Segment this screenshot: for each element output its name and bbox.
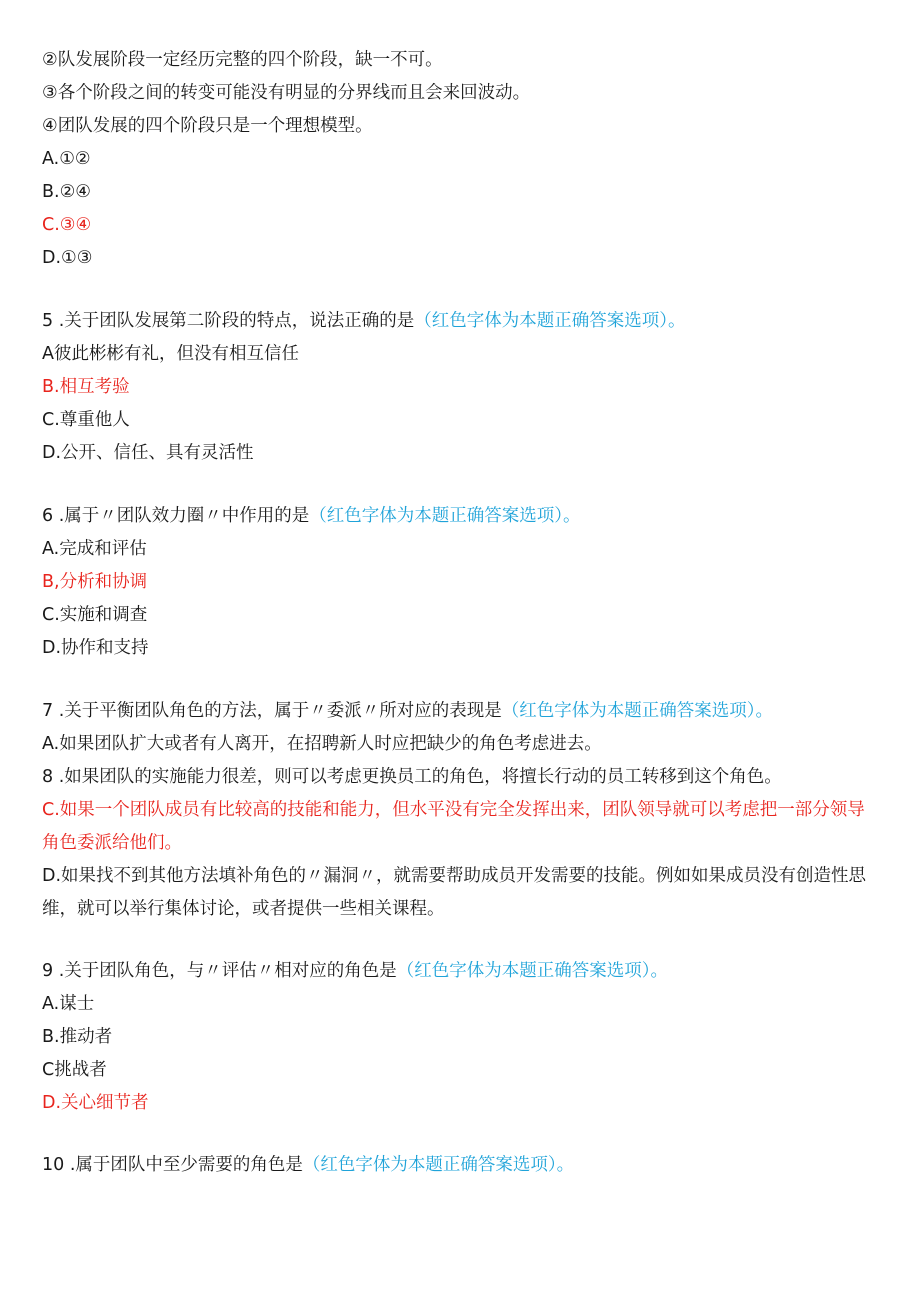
answer-hint: （红色字体为本题正确答案选项）。: [396, 961, 669, 981]
option-a: A彼此彬彬有礼，但没有相互信任: [42, 344, 299, 364]
question-7: [42, 695, 882, 728]
option-b: B.推动者: [42, 1027, 113, 1047]
option-d: D.①③: [42, 248, 93, 268]
option-a: A.完成和评估: [42, 539, 147, 559]
question-10: [42, 1149, 882, 1182]
option-c: C.实施和调查: [42, 605, 148, 625]
option-a: A.①②: [42, 149, 91, 169]
answer-hint: （红色字体为本题正确答案选项）。: [414, 311, 686, 331]
option-b: 8 .如果团队的实施能力很差，则可以考虑更换员工的角色，将擅长行动的员工转移到这个角色。: [42, 767, 782, 787]
option-b: B.②④: [42, 182, 91, 202]
question-stem: 10 .属于团队中至少需要的角色是: [42, 1155, 303, 1175]
option-b-correct-answer: B.相互考验: [42, 377, 130, 397]
question-stem: 7 .关于平衡团队角色的方法，属于〃委派〃所对应的表现是: [42, 701, 502, 721]
option-c-correct-answer: C.③④: [42, 215, 92, 235]
option-d: D.如果找不到其他方法填补角色的〃漏洞〃，就需要帮助成员开发需要的技能。例如如果成员没有创造性思维，就可以举行集体讨论，或者提供一些相关课程。: [42, 866, 867, 919]
option-c: C.尊重他人: [42, 410, 130, 430]
statement-2: ②队发展阶段一定经历完整的四个阶段，缺一不可。: [42, 50, 443, 70]
option-a: A.谋士: [42, 994, 95, 1014]
statement-4: ④团队发展的四个阶段只是一个理想模型。: [42, 116, 373, 136]
option-c: C挑战者: [42, 1060, 107, 1080]
question-stem: 9 .关于团队角色，与〃评估〃相对应的角色是: [42, 961, 397, 981]
option-d: D.公开、信任、具有灵活性: [42, 443, 254, 463]
question-stem: 5 .关于团队发展第二阶段的特点，说法正确的是: [42, 311, 415, 331]
option-a: A.如果团队扩大或者有人离开，在招聘新人时应把缺少的角色考虑进去。: [42, 734, 602, 754]
option-d-correct-answer: D.关心细节者: [42, 1093, 149, 1113]
option-c-correct-answer: C.如果一个团队成员有比较高的技能和能力，但水平没有完全发挥出来，团队领导就可以考虑把一部分领导角色委派给他们。: [42, 800, 865, 853]
answer-hint: （红色字体为本题正确答案选项）。: [501, 701, 774, 721]
question-5: [42, 305, 882, 338]
statement-3: ③各个阶段之间的转变可能没有明显的分界线而且会来回波动。: [42, 83, 531, 103]
question-9: [42, 955, 882, 988]
option-d: D.协作和支持: [42, 638, 149, 658]
question-stem: 6 .属于〃团队效力圈〃中作用的是: [42, 506, 310, 526]
question-6: [42, 500, 882, 533]
answer-hint: （红色字体为本题正确答案选项）。: [302, 1155, 575, 1175]
answer-hint: （红色字体为本题正确答案选项）。: [309, 506, 581, 526]
option-b-correct-answer: B,分析和协调: [42, 572, 148, 592]
